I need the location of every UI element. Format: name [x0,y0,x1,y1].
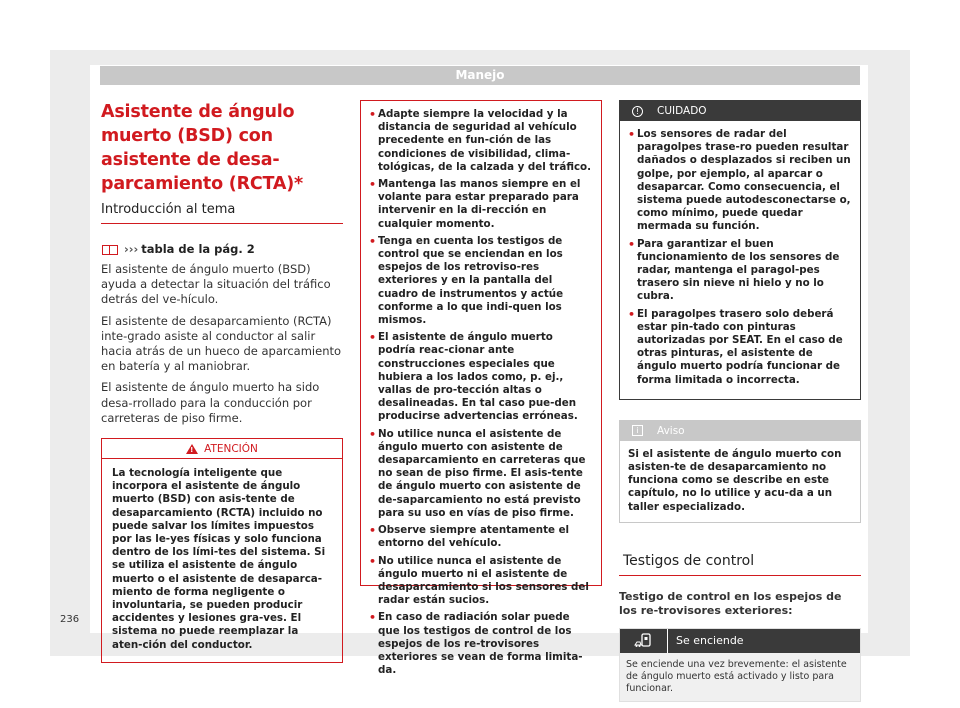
indicators-title: Testigos de control [623,552,755,569]
warning-triangle-icon: ! [186,444,198,454]
subtitle-divider [101,223,343,224]
paragraph-bsd: El asistente de ángulo muerto (BSD) ayuda a detectar la situación del tráfico detrás del ve-hículo. [101,262,331,307]
section-subtitle: Introducción al tema [101,202,236,217]
list-item: • Observe siempre atentamente el entorno del vehículo. [369,524,593,550]
list-item: • El asistente de ángulo muerto podría reac-cionar ante construcciones especiales que hubiera a los lados como, p. ej., vallas de pro-tección altas o desalineadas. En tal caso pue-den producirse advertencias erróneas. [369,331,593,423]
blind-spot-mirror-icon [620,629,668,653]
chapter-header: Manejo [100,66,860,85]
paragraph-rcta: El asistente de desaparcamiento (RCTA) inte-grado asiste al conductor al salir hacia atrás de un hueco de aparcamiento en batería y al maniobrar. [101,313,342,374]
reference-arrows: ››› [124,242,139,256]
list-item: • No utilice nunca el asistente de ángulo muerto con asistente de desaparcamiento en carreteras que no sean de piso firme. El asis-tente de ángulo muerto con asistente de de-saparcamiento no está previsto para su uso en vías de piso firme. [369,428,593,520]
caution-box [619,100,861,400]
warning-bullet-list [369,108,593,677]
indicator-description: Se enciende una vez brevemente: el asistente de ángulo muerto está activado y listo para funcionar. [620,653,860,702]
indicators-intro: Testigo de control en los espejos de los re-trovisores exteriores: [619,589,842,617]
caution-info-icon: ! [632,106,643,117]
caution-header [620,101,860,121]
list-item: • Para garantizar el buen funcionamiento de los sensores de radar, mantenga el paragol-pes trasero sin nieve ni hielo y no lo cubra. [628,238,852,304]
list-item: • En caso de radiación solar puede que los testigos de control de los espejos de los re-trovisores exteriores se vean de forma limita-da. [369,611,593,677]
list-item: • El paragolpes trasero solo deberá estar pin-tado con pinturas autorizadas por SEAT. En el caso de otras pinturas, el asistente de ángulo muerto podría funcionar de forma limitada o incorrecta. [628,308,852,387]
caution-label: CUIDADO [657,105,707,117]
warning-label: ATENCIÓN [204,442,258,455]
warning-text: La tecnología inteligente que incorpora el asistente de ángulo muerto (BSD) con asis-tente de desaparcamiento (RCTA) incluido no puede salvar los límites impuestos por las le-yes físicas y solo funciona dentro de los lími-tes del sistema. Si se utiliza el asistente de ángulo muerto o el asistente de desaparca-miento de forma negligente o involuntaria, se pueden producir accidentes y lesiones gra-ves. El sistema no puede reemplazar la aten-ción del conductor. [112,467,326,651]
info-icon: i [632,425,643,436]
warning-header [102,439,342,459]
reference-link[interactable]: tabla de la pág. 2 [141,242,255,256]
page-reference[interactable] [101,242,343,256]
indicator-table-header [620,629,860,653]
notice-box [619,420,861,523]
warning-continued-box [360,100,602,677]
warning-box [101,438,343,663]
list-item: • Mantenga las manos siempre en el volante para estar preparado para intervenir en la di-rección en cualquier momento. [369,178,593,231]
paragraph-road: El asistente de ángulo muerto ha sido desa-rrollado para la conducción por carreteras de piso firme. [101,380,320,425]
column-right [619,100,861,702]
notice-label: Aviso [657,424,685,437]
notice-text: Si el asistente de ángulo muerto con asisten-te de desaparcamiento no funciona como se describe en este capítulo, no lo utilice y acu-da a un taller especializado. [628,447,842,513]
list-item: • Los sensores de radar del paragolpes trase-ro pueden resultar dañados o desplazados si reciben un golpe, por ejemplo, al aparcar o desaparcar. Como consecuencia, el sistema puede autodesconectarse o, como mínimo, puede quedar mermada su función. [628,128,852,234]
column-left [101,100,343,663]
indicators-divider [619,575,861,576]
notice-header [620,421,860,441]
page-number: 236 [60,614,80,625]
list-item: • Tenga en cuenta los testigos de control que se enciendan en los espejos de los retroviso-res exteriores y en la pantalla del cuadro de instrumentos y actúe conforme a lo que indi-quen los mismos. [369,235,593,327]
list-item: • No utilice nunca el asistente de ángulo muerto ni el asistente de desaparcamiento si los sensores del radar están sucios. [369,555,593,608]
indicator-state: Se enciende [676,633,744,647]
list-item: • Adapte siempre la velocidad y la distancia de seguridad al vehículo precedente en fun-ción de las condiciones de visibilidad, clima-tológicas, de la calzada y del tráfico. [369,108,593,174]
caution-bullet-list [628,128,852,387]
indicator-table [619,628,861,703]
section-title: Asistente de ángulo muerto (BSD) con asistente de desa-parcamiento (RCTA)* [101,102,303,194]
book-icon [101,243,119,255]
